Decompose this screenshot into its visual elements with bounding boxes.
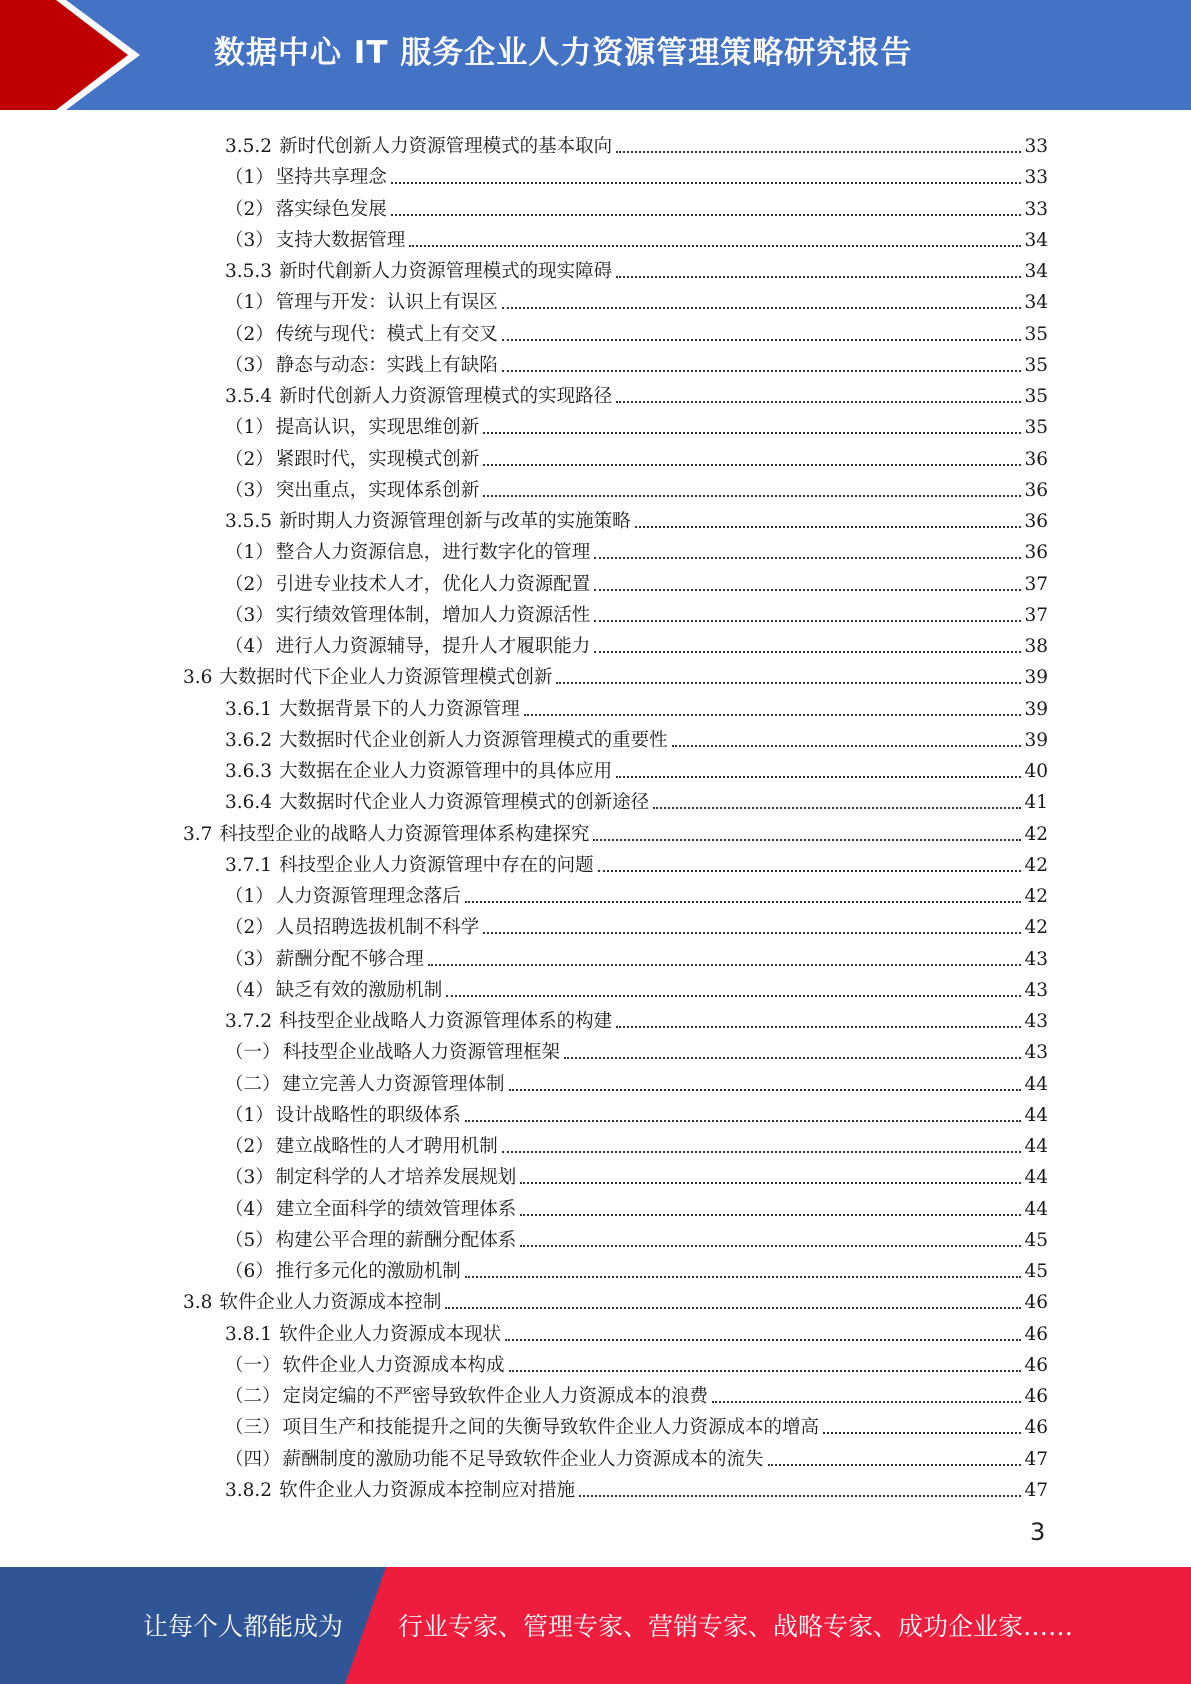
toc-dot-leader [616, 401, 1021, 403]
toc-entry-number: 3.7.1 [225, 854, 273, 876]
toc-entry[interactable] [225, 1471, 1048, 1502]
toc-entry[interactable] [225, 1377, 1048, 1408]
toc-entry-number: 3.6.3 [225, 761, 273, 782]
toc-entry-page: 34 [1024, 229, 1048, 251]
toc-entry-page: 43 [1024, 1042, 1048, 1064]
toc-entry[interactable] [225, 377, 1048, 408]
toc-entry[interactable] [225, 940, 1048, 971]
toc-entry-label: 新时代创新人力资源管理模式的实现路径 [279, 386, 613, 407]
toc-dot-leader [594, 557, 1021, 559]
toc-entry-number: 3.6.1 [225, 698, 273, 720]
toc-dot-leader [502, 339, 1022, 341]
toc-entry[interactable] [225, 783, 1048, 814]
toc-entry-number: 3.7 [183, 823, 213, 845]
report-title: 数据中心 IT 服务企业人力资源管理策略研究报告 [214, 35, 913, 71]
toc-dot-leader [635, 526, 1022, 528]
toc-dot-leader [616, 1026, 1021, 1028]
toc-entry[interactable] [225, 158, 1048, 189]
toc-entry-number: （4） [225, 636, 274, 657]
toc-dot-leader [502, 307, 1022, 309]
toc-entry-number: 3.8.1 [225, 1323, 273, 1345]
toc-entry-number: 3.7.2 [225, 1011, 273, 1032]
page-number: 3 [1030, 1518, 1046, 1546]
toc-dot-leader [712, 1401, 1021, 1403]
toc-entry-label: 传统与现代：模式上有交叉 [275, 323, 498, 345]
toc-entry[interactable] [225, 1315, 1048, 1346]
toc-entry[interactable] [225, 1127, 1048, 1158]
toc-entry[interactable] [225, 440, 1048, 471]
toc-entry-label: 整合人力资源信息，进行数字化的管理 [275, 542, 591, 564]
toc-entry-label: 科技型企业战略人力资源管理体系的构建 [279, 1011, 613, 1032]
toc-entry[interactable] [225, 221, 1048, 252]
toc-entry-label: 管理与开发：认识上有误区 [275, 292, 498, 314]
toc-dot-leader [593, 839, 1021, 841]
toc-entry-label: 落实绿色发展 [275, 198, 387, 220]
toc-entry-number: （4） [225, 1198, 274, 1220]
toc-entry-label: 大数据时代企业人力资源管理模式的创新途径 [279, 792, 650, 814]
toc-entry-number: （1） [225, 417, 274, 439]
toc-entry-page: 36 [1024, 479, 1048, 501]
toc-dot-leader [483, 932, 1021, 934]
toc-entry[interactable] [225, 1221, 1048, 1252]
toc-dot-leader [509, 1089, 1022, 1091]
toc-dot-leader [391, 214, 1022, 216]
toc-entry-page: 46 [1024, 1354, 1048, 1376]
toc-entry-page: 37 [1024, 604, 1048, 626]
toc-entry[interactable] [225, 627, 1048, 658]
toc-entry-label: 突出重点，实现体系创新 [275, 479, 480, 501]
toc-entry-number: 3.8.2 [225, 1479, 273, 1501]
toc-entry[interactable] [225, 1440, 1048, 1471]
toc-entry[interactable] [225, 1346, 1048, 1377]
toc-entry-label: 薪酬制度的激励功能不足导致软件企业人力资源成本的流失 [282, 1448, 764, 1470]
toc-dot-leader [672, 745, 1022, 747]
toc-dot-leader [594, 620, 1021, 622]
toc-dot-leader [502, 1151, 1022, 1153]
toc-dot-leader [446, 995, 1021, 997]
toc-entry-label: 项目生产和技能提升之间的失衡导致软件企业人力资源成本的增高 [282, 1417, 820, 1439]
toc-entry-label: 大数据背景下的人力资源管理 [279, 698, 520, 720]
toc-entry-label: 科技型企业战略人力资源管理框架 [282, 1042, 561, 1064]
toc-entry-label: 推行多元化的激励机制 [275, 1261, 461, 1282]
toc-entry-page: 36 [1024, 511, 1048, 532]
toc-dot-leader [556, 682, 1021, 684]
toc-entry-page: 44 [1024, 1198, 1048, 1220]
page-footer [0, 1567, 1191, 1684]
toc-entry[interactable] [183, 815, 1048, 846]
toc-entry[interactable] [225, 1002, 1048, 1033]
toc-dot-leader [616, 776, 1021, 778]
toc-entry-page: 33 [1024, 167, 1048, 189]
toc-entry-page: 38 [1024, 636, 1048, 657]
toc-entry-page: 35 [1024, 323, 1048, 345]
toc-entry[interactable] [225, 1190, 1048, 1221]
toc-entry[interactable] [225, 1252, 1048, 1283]
toc-entry-page: 36 [1024, 448, 1048, 470]
toc-entry-page: 36 [1024, 542, 1048, 564]
toc-entry-number: 3.5.4 [225, 386, 273, 407]
toc-entry-label: 新时期人力资源管理创新与改革的实施策略 [279, 511, 631, 532]
toc-entry-number: （一） [225, 1354, 281, 1376]
toc-entry[interactable] [225, 1158, 1048, 1189]
toc-entry-label: 坚持共享理念 [275, 167, 387, 189]
toc-entry-number: （2） [225, 323, 274, 345]
toc-entry[interactable] [225, 565, 1048, 596]
toc-entry-page: 40 [1024, 761, 1048, 782]
toc-entry[interactable] [225, 690, 1048, 721]
toc-entry-number: （4） [225, 979, 274, 1001]
toc-entry-number: （1） [225, 542, 274, 564]
toc-entry-page: 44 [1024, 1136, 1048, 1157]
toc-dot-leader [520, 1245, 1021, 1247]
toc-entry-number: （2） [225, 573, 274, 595]
toc-entry-number: （二） [225, 1386, 281, 1407]
toc-entry-page: 47 [1024, 1448, 1048, 1470]
toc-entry-page: 41 [1024, 792, 1048, 814]
toc-dot-leader [483, 432, 1021, 434]
toc-entry-page: 33 [1024, 136, 1048, 157]
toc-entry-label: 引进专业技术人才，优化人力资源配置 [275, 573, 591, 595]
toc-entry[interactable] [183, 658, 1048, 689]
toc-dot-leader [616, 151, 1021, 153]
toc-entry-label: 薪酬分配不够合理 [275, 948, 424, 970]
toc-entry[interactable] [225, 1096, 1048, 1127]
toc-entry-page: 46 [1024, 1292, 1048, 1314]
toc-entry-number: （2） [225, 198, 274, 220]
toc-entry-label: 科技型企业人力资源管理中存在的问题 [279, 854, 594, 876]
toc-entry[interactable] [225, 408, 1048, 439]
toc-dot-leader [483, 464, 1021, 466]
toc-entry-number: （2） [225, 448, 274, 470]
toc-entry-page: 35 [1024, 386, 1048, 407]
toc-entry-number: （3） [225, 479, 274, 501]
toc-entry-page: 35 [1024, 354, 1048, 376]
toc-dot-leader [564, 1057, 1021, 1059]
toc-entry-number: （1） [225, 886, 274, 907]
toc-entry-page: 39 [1024, 698, 1048, 720]
toc-entry-number: 3.6.4 [225, 792, 273, 814]
toc-entry-page: 34 [1024, 261, 1048, 282]
toc-entry-label: 大数据时代下企业人力资源管理模式创新 [219, 667, 553, 689]
toc-entry-page: 45 [1024, 1229, 1048, 1251]
toc-entry-number: （3） [225, 354, 274, 376]
toc-entry-number: （1） [225, 1104, 274, 1126]
header-chevron-icon [0, 0, 150, 110]
toc-entry-label: 支持大数据管理 [275, 229, 406, 251]
toc-dot-leader [579, 1495, 1021, 1497]
toc-entry-page: 39 [1024, 667, 1048, 689]
toc-entry[interactable] [225, 533, 1048, 564]
toc-entry[interactable] [225, 346, 1048, 377]
toc-entry-label: 静态与动态：实践上有缺陷 [275, 354, 498, 376]
toc-dot-leader [391, 182, 1022, 184]
toc-dot-leader [524, 714, 1022, 716]
toc-entry[interactable] [183, 1283, 1048, 1314]
toc-entry[interactable] [225, 752, 1048, 783]
toc-entry-page: 46 [1024, 1323, 1048, 1345]
toc-entry-label: 提高认识，实现思维创新 [275, 417, 480, 439]
toc-entry-label: 建立完善人力资源管理体制 [282, 1073, 505, 1095]
toc-entry-page: 43 [1024, 948, 1048, 970]
toc-entry-page: 43 [1024, 1011, 1048, 1032]
toc-entry-page: 35 [1024, 417, 1048, 439]
toc-dot-leader [483, 495, 1021, 497]
toc-entry-number: （2） [225, 1136, 274, 1157]
toc-entry[interactable] [225, 315, 1048, 346]
toc-entry-page: 34 [1024, 292, 1048, 314]
toc-entry-page: 46 [1024, 1386, 1048, 1407]
toc-entry-page: 45 [1024, 1261, 1048, 1282]
toc-entry-number: （四） [225, 1448, 281, 1470]
toc-entry-label: 进行人力资源辅导，提升人才履职能力 [275, 636, 591, 657]
toc-dot-leader [509, 1370, 1022, 1372]
toc-dot-leader [465, 1120, 1022, 1122]
toc-entry-number: （3） [225, 229, 274, 251]
toc-entry-number: （二） [225, 1073, 281, 1095]
toc-dot-leader [520, 1214, 1021, 1216]
toc-entry-label: 设计战略性的职级体系 [275, 1104, 461, 1126]
toc-entry-page: 43 [1024, 979, 1048, 1001]
toc-entry-number: （6） [225, 1261, 274, 1282]
toc-entry-label: 制定科学的人才培养发展规划 [275, 1167, 517, 1189]
toc-dot-leader [594, 589, 1021, 591]
toc-entry-page: 37 [1024, 573, 1048, 595]
toc-entry-label: 大数据时代企业创新人力资源管理模式的重要性 [279, 729, 668, 751]
toc-dot-leader [428, 964, 1022, 966]
toc-entry-label: 软件企业人力资源成本现状 [279, 1323, 502, 1345]
toc-dot-leader [409, 245, 1021, 247]
toc-entry-number: 3.6 [183, 667, 213, 689]
toc-entry-page: 39 [1024, 729, 1048, 751]
toc-entry-number: 3.5.5 [225, 511, 273, 532]
toc-entry-label: 软件企业人力资源成本构成 [282, 1354, 505, 1376]
toc-dot-leader [505, 1339, 1021, 1341]
toc-entry-page: 44 [1024, 1167, 1048, 1189]
toc-entry-page: 42 [1024, 854, 1048, 876]
toc-dot-leader [445, 1307, 1021, 1309]
toc-entry[interactable] [225, 877, 1048, 908]
toc-entry-number: （3） [225, 1167, 274, 1189]
toc-entry-label: 科技型企业的战略人力资源管理体系构建探究 [219, 823, 590, 845]
toc-dot-leader [616, 276, 1021, 278]
toc-dot-leader [653, 807, 1021, 809]
toc-entry-page: 42 [1024, 886, 1048, 907]
toc-entry-label: 软件企业人力资源成本控制应对措施 [279, 1479, 576, 1501]
toc-entry[interactable] [225, 127, 1048, 158]
toc-entry[interactable] [225, 1033, 1048, 1064]
toc-entry-number: （一） [225, 1042, 281, 1064]
toc-entry[interactable] [225, 1065, 1048, 1096]
toc-entry-number: 3.6.2 [225, 729, 273, 751]
toc-entry-label: 人员招聘选拔机制不科学 [275, 917, 480, 939]
toc-dot-leader [594, 651, 1021, 653]
toc-dot-leader [520, 1182, 1021, 1184]
toc-entry-page: 46 [1024, 1417, 1048, 1439]
page-header [0, 0, 1191, 110]
toc-entry[interactable] [225, 721, 1048, 752]
toc-entry-number: （1） [225, 292, 274, 314]
toc-entry-label: 软件企业人力资源成本控制 [219, 1292, 442, 1314]
toc-entry-label: 建立全面科学的绩效管理体系 [275, 1198, 517, 1220]
toc-entry-label: 建立战略性的人才聘用机制 [275, 1136, 498, 1157]
toc-entry-number: （3） [225, 604, 274, 626]
toc-entry-label: 人力资源管理理念落后 [275, 886, 461, 907]
toc-entry[interactable] [225, 252, 1048, 283]
toc-entry[interactable] [225, 846, 1048, 877]
toc-entry[interactable] [225, 190, 1048, 221]
toc-entry[interactable] [225, 471, 1048, 502]
toc-entry[interactable] [225, 1408, 1048, 1439]
footer-slogan-right: 行业专家、管理专家、营销专家、战略专家、成功企业家…… [398, 1612, 1074, 1641]
footer-slogan-left: 让每个人都能成为 [143, 1612, 344, 1641]
toc-entry-page: 42 [1024, 917, 1048, 939]
toc-entry-label: 定岗定编的不严密导致软件企业人力资源成本的浪费 [282, 1386, 709, 1407]
toc-entry[interactable] [225, 971, 1048, 1002]
toc-entry[interactable] [225, 502, 1048, 533]
toc-entry[interactable] [225, 908, 1048, 939]
toc-entry-number: （5） [225, 1229, 274, 1251]
toc-entry-number: （2） [225, 917, 274, 939]
toc-entry-number: （1） [225, 167, 274, 189]
toc-entry-page: 33 [1024, 198, 1048, 220]
toc-entry-page: 42 [1024, 823, 1048, 845]
toc-entry[interactable] [225, 596, 1048, 627]
toc-entry-label: 新时代创新人力资源管理模式的基本取向 [279, 136, 613, 157]
toc-entry-label: 实行绩效管理体制，增加人力资源活性 [275, 604, 591, 626]
toc-entry-label: 新时代創新人力资源管理模式的现实障碍 [279, 261, 613, 282]
toc-entry-label: 缺乏有效的激励机制 [275, 979, 443, 1001]
toc-entry-page: 44 [1024, 1104, 1048, 1126]
toc-entry-number: 3.8 [183, 1292, 213, 1314]
toc-entry-page: 44 [1024, 1073, 1048, 1095]
toc-dot-leader [598, 870, 1022, 872]
toc-entry-label: 构建公平合理的薪酬分配体系 [275, 1229, 517, 1251]
toc-dot-leader [823, 1432, 1021, 1434]
toc-entry-page: 47 [1024, 1479, 1048, 1501]
toc-dot-leader [465, 1276, 1022, 1278]
toc-entry-number: （3） [225, 948, 274, 970]
toc-entry-label: 紧跟时代，实现模式创新 [275, 448, 480, 470]
toc-entry-number: （三） [225, 1417, 281, 1439]
toc-entry-label: 大数据在企业人力资源管理中的具体应用 [279, 761, 613, 782]
toc-dot-leader [768, 1464, 1022, 1466]
toc-entry-number: 3.5.2 [225, 136, 273, 157]
toc-entry-number: 3.5.3 [225, 261, 273, 282]
toc-dot-leader [502, 370, 1022, 372]
toc-entry[interactable] [225, 283, 1048, 314]
toc-dot-leader [465, 901, 1022, 903]
